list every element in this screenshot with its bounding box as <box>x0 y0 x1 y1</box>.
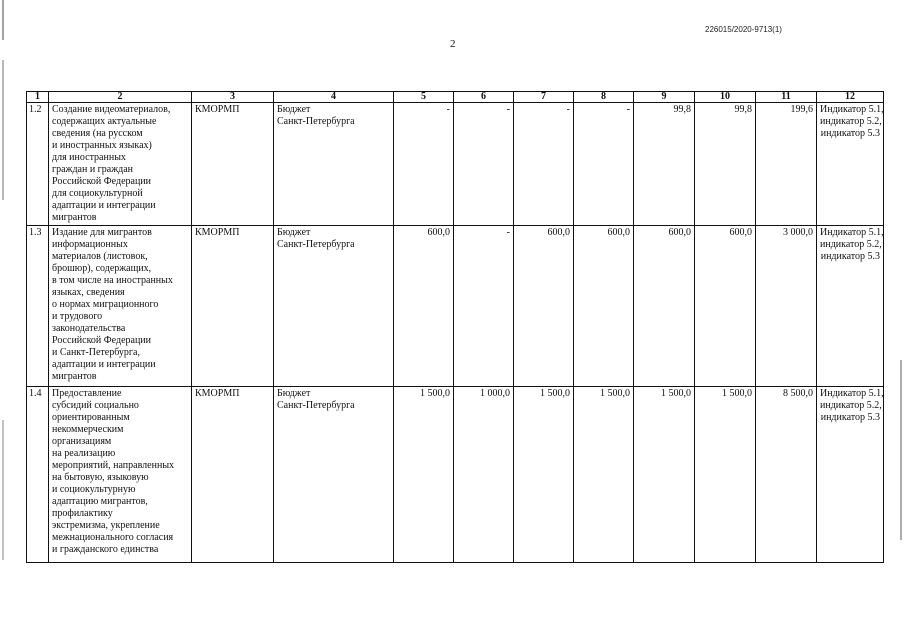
indicators <box>817 103 884 226</box>
indicator-line: индикатор 5.2, <box>820 239 882 250</box>
value-cell: 1 500,0 <box>634 387 695 563</box>
row-index: 1.2 <box>27 103 49 226</box>
col-header: 4 <box>274 92 394 103</box>
funding-source-line: Бюджет <box>277 388 311 399</box>
indicator-line: индикатор 5.2, <box>820 116 882 127</box>
activity-name-line: законодательства <box>52 323 126 334</box>
value-cell: - <box>394 103 454 226</box>
document-id: 226015/2020-9713(1) <box>705 25 782 34</box>
activity-name-line: и иностранных языках) <box>52 140 152 151</box>
total-cell: 199,6 <box>756 103 817 226</box>
value-cell: - <box>454 226 514 387</box>
executor: КМОРМП <box>192 103 274 226</box>
program-table <box>26 91 884 563</box>
value-cell: 600,0 <box>695 226 756 387</box>
value-cell: 99,8 <box>634 103 695 226</box>
funding-source <box>274 103 394 226</box>
value-cell: 1 500,0 <box>695 387 756 563</box>
activity-name <box>49 387 192 563</box>
activity-name-line: и трудового <box>52 311 103 322</box>
activity-name-line: и гражданского единства <box>52 544 159 555</box>
activity-name-line: языках, сведения <box>52 287 125 298</box>
row-index: 1.3 <box>27 226 49 387</box>
value-cell: 1 500,0 <box>574 387 634 563</box>
col-header: 12 <box>817 92 884 103</box>
activity-name-line: Создание видеоматериалов, <box>52 104 171 115</box>
funding-source <box>274 387 394 563</box>
header-row <box>27 92 884 103</box>
indicator-line: Индикатор 5.1, <box>820 388 884 399</box>
activity-name-line: материалов (листовок, <box>52 251 148 262</box>
col-header: 8 <box>574 92 634 103</box>
value-cell: 600,0 <box>394 226 454 387</box>
activity-name-line: на бытовую, языковую <box>52 472 149 483</box>
row-index: 1.4 <box>27 387 49 563</box>
activity-name-line: Издание для мигрантов <box>52 227 152 238</box>
table-row <box>27 103 884 226</box>
col-header: 6 <box>454 92 514 103</box>
col-header: 10 <box>695 92 756 103</box>
activity-name-line: мигрантов <box>52 212 97 223</box>
activity-name-line: мероприятий, направленных <box>52 460 175 471</box>
activity-name-line: адаптации и интеграции <box>52 359 156 370</box>
activity-name-line: содержащих актуальные <box>52 116 157 127</box>
indicator-line: индикатор 5.2, <box>820 400 882 411</box>
table-row <box>27 226 884 387</box>
executor: КМОРМП <box>192 226 274 387</box>
activity-name-line: и социокультурную <box>52 484 136 495</box>
value-cell: - <box>514 103 574 226</box>
activity-name-line: мигрантов <box>52 371 97 382</box>
activity-name-line: организациям <box>52 436 112 447</box>
indicators <box>817 226 884 387</box>
col-header: 3 <box>192 92 274 103</box>
funding-source-line: Бюджет <box>277 104 311 115</box>
activity-name-line: для социокультурной <box>52 188 143 199</box>
total-cell: 3 000,0 <box>756 226 817 387</box>
value-cell: 99,8 <box>695 103 756 226</box>
activity-name-line: ориентированным <box>52 412 130 423</box>
activity-name-line: на реализацию <box>52 448 116 459</box>
scan-edge-mark <box>2 0 4 640</box>
col-header: 5 <box>394 92 454 103</box>
activity-name <box>49 103 192 226</box>
activity-name-line: экстремизма, укрепление <box>52 520 160 531</box>
table-row <box>27 387 884 563</box>
value-cell: - <box>454 103 514 226</box>
value-cell: 600,0 <box>574 226 634 387</box>
value-cell: 1 500,0 <box>394 387 454 563</box>
scan-edge-mark-right <box>900 360 902 540</box>
col-header: 1 <box>27 92 49 103</box>
activity-name-line: Предоставление <box>52 388 122 399</box>
activity-name-line: Российской Федерации <box>52 335 152 346</box>
indicators <box>817 387 884 563</box>
col-header: 9 <box>634 92 695 103</box>
total-cell: 8 500,0 <box>756 387 817 563</box>
page-number: 2 <box>450 38 456 50</box>
activity-name-line: брошюр), содержащих, <box>52 263 152 274</box>
indicator-line: индикатор 5.3 <box>820 251 880 262</box>
activity-name-line: профилактику <box>52 508 113 519</box>
funding-source-line: Бюджет <box>277 227 311 238</box>
activity-name-line: некоммерческим <box>52 424 124 435</box>
col-header: 2 <box>49 92 192 103</box>
activity-name-line: адаптации и интеграции <box>52 200 156 211</box>
activity-name-line: межнационального согласия <box>52 532 174 543</box>
indicator-line: индикатор 5.3 <box>820 412 880 423</box>
funding-source-line: Санкт-Петербурга <box>277 400 355 411</box>
funding-source <box>274 226 394 387</box>
activity-name-line: о нормах миграционного <box>52 299 159 310</box>
value-cell: 1 500,0 <box>514 387 574 563</box>
activity-name-line: адаптацию мигрантов, <box>52 496 148 507</box>
col-header: 7 <box>514 92 574 103</box>
col-header: 11 <box>756 92 817 103</box>
activity-name-line: и Санкт-Петербурга, <box>52 347 140 358</box>
activity-name-line: информационных <box>52 239 128 250</box>
value-cell: 1 000,0 <box>454 387 514 563</box>
activity-name-line: в том числе на иностранных <box>52 275 173 286</box>
indicator-line: Индикатор 5.1, <box>820 104 884 115</box>
value-cell: 600,0 <box>514 226 574 387</box>
funding-source-line: Санкт-Петербурга <box>277 116 355 127</box>
value-cell: - <box>574 103 634 226</box>
activity-name-line: субсидий социально <box>52 400 139 411</box>
activity-name-line: Российской Федерации <box>52 176 152 187</box>
value-cell: 600,0 <box>634 226 695 387</box>
indicator-line: индикатор 5.3 <box>820 128 880 139</box>
activity-name-line: сведения (на русском <box>52 128 143 139</box>
activity-name <box>49 226 192 387</box>
executor: КМОРМП <box>192 387 274 563</box>
funding-source-line: Санкт-Петербурга <box>277 239 355 250</box>
activity-name-line: граждан и граждан <box>52 164 134 175</box>
activity-name-line: для иностранных <box>52 152 126 163</box>
indicator-line: Индикатор 5.1, <box>820 227 884 238</box>
